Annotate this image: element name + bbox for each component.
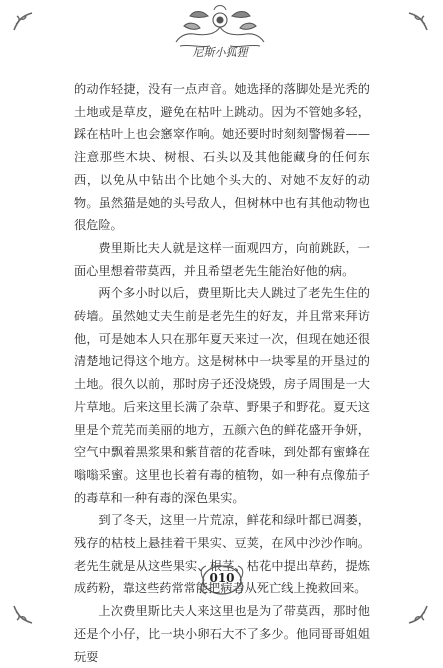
corner-ornament-top-right-icon <box>407 10 429 32</box>
header-title: 尼斯小狐狸 <box>192 46 248 59</box>
running-header <box>150 4 290 68</box>
paragraph: 上次费里斯比夫人来这里也是为了带莫西，那时他还是个小仔，比一块小卵石大不了多少。他同哥哥姐姐玩耍 <box>74 604 370 664</box>
corner-ornament-top-left-icon <box>12 10 34 32</box>
paragraph: 的动作轻捷，没有一点声音。她选择的落脚处是光秃的土地或是草皮，避免在枯叶上跳动。因为不管她多轻，踩在枯叶上也会窸窣作响。她还要时时刻刻警惕着——注意那些木块、树根、石头以及其他能藏身的任何东西，以免从中钻出个比她个头大的、对她不友好的动物。虽然猫是她的头号敌人，但树林中也有其他动物也很危险。 <box>74 82 370 233</box>
corner-ornament-bottom-right-icon <box>407 604 429 626</box>
page-number: 010 <box>209 571 235 585</box>
corner-ornament-bottom-left-icon <box>12 604 34 626</box>
paragraph: 费里斯比夫人就是这样一面观四方，向前跳跃，一面心里想着带莫西，并且希望老先生能治好他的病。 <box>74 240 370 278</box>
paragraph: 两个多小时以后，费里斯比夫人跳过了老先生住的砖墙。虽然她丈夫生前是老先生的好友，并且常来拜访他，可是她本人只在那年夏天来过一次，但现在她还很清楚地记得这个地方。这是树林中一块零星的开垦过的土地。很久以前，那时房子还没烧毁，房子周围是一大片草地。后来这里长满了杂草、野果子和野花。夏天这里是个荒芜而美丽的地方，五颜六色的鲜花盛开争妍，空气中飘着黑浆果和紫苜蓿的花香味，到处都有蜜蜂在嗡嗡采蜜。这里也长着有毒的植物，如一种有点像茄子的毒草和一种有毒的深色果实。 <box>74 286 370 505</box>
paragraph: 到了冬天，这里一片荒凉，鲜花和绿叶都已凋萎，残存的枯枝上悬挂着干果实、豆荚，在风中沙沙作响。老先生就是从这些果实、根茎、枯花中提出草药，提炼成药粉，靠这些药常常能把病者从死亡线上挽救回来。 <box>74 513 370 596</box>
page-number-badge <box>198 560 246 600</box>
